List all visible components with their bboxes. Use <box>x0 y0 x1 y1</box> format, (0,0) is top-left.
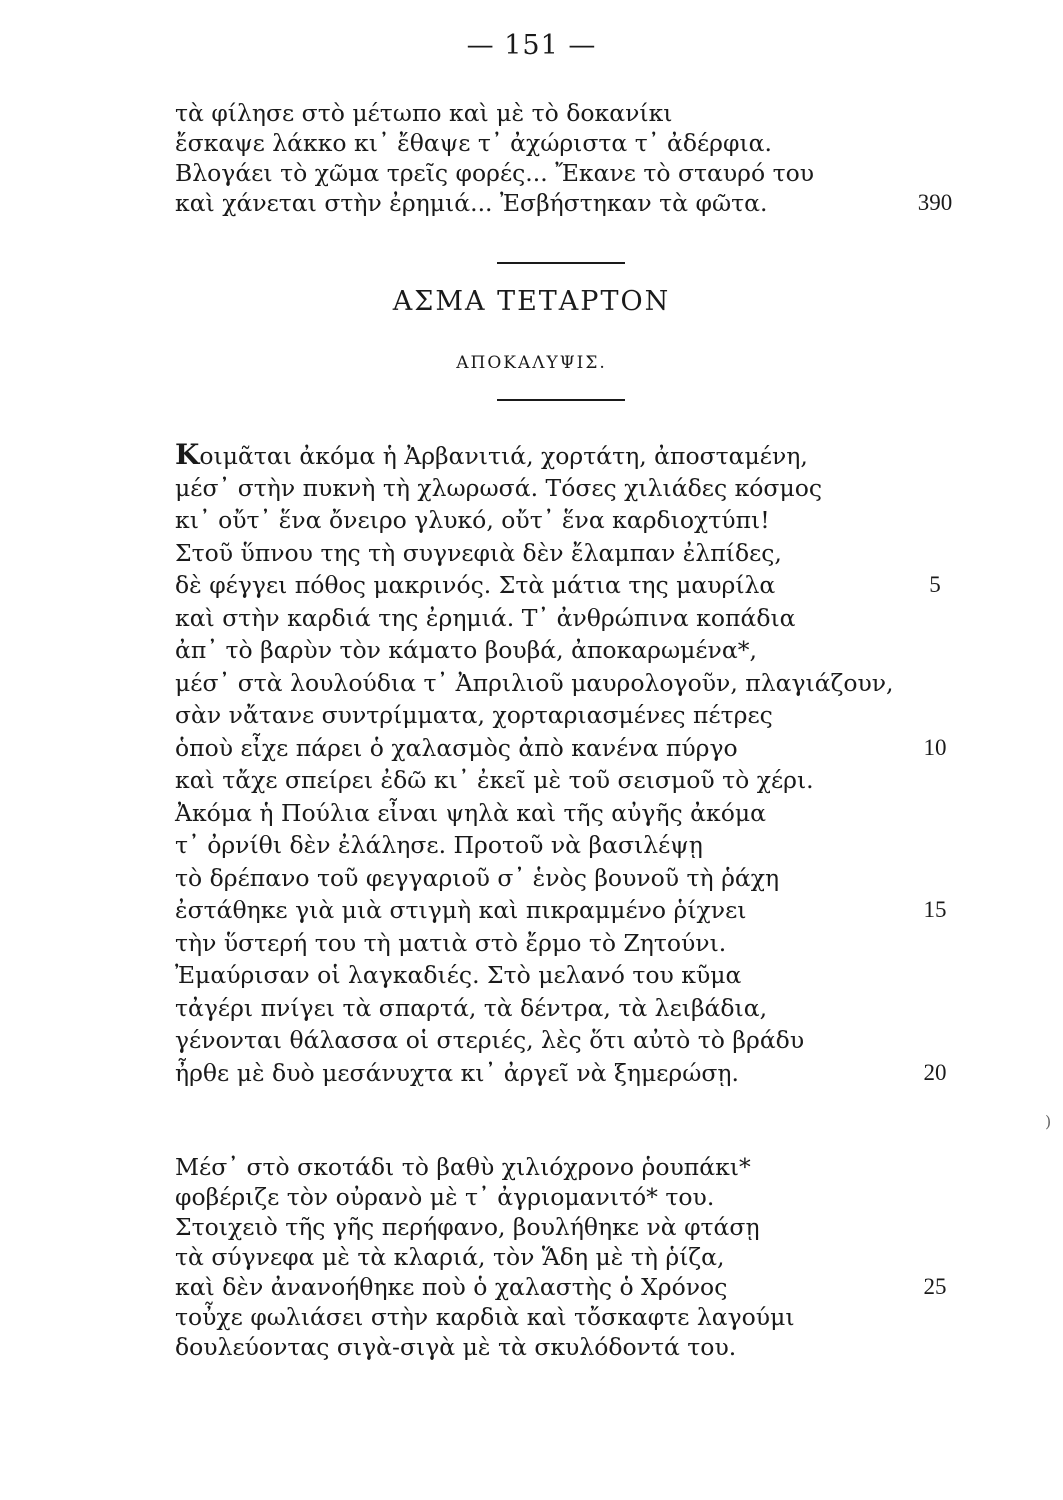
verse-line <box>175 960 895 990</box>
verse-line <box>175 895 895 925</box>
verse-text: ἐστάθηκε γιὰ μιὰ στιγμὴ καὶ πικραμμένο ῥίχνει <box>175 896 747 924</box>
verse-line <box>175 1302 895 1332</box>
verse-line <box>175 863 895 893</box>
song-title: ΑΣΜΑ ΤΕΤΑΡΤΟΝ <box>392 286 671 317</box>
verse-text: τἀγέρι πνίγει τὰ σπαρτά, τὰ δέντρα, τὰ λειβάδια, <box>175 993 768 1022</box>
verse-line <box>175 473 895 503</box>
verse-text: ὁποὺ εἶχε πάρει ὁ χαλασμὸς ἀπὸ κανένα πύργο <box>175 733 738 762</box>
verse-line <box>175 928 895 958</box>
verse-text: τ᾿ ὀρνίθι δὲν ἐλάλησε. Προτοῦ νὰ βασιλέψῃ <box>175 831 703 859</box>
verse-text: Ἐμαύρισαν οἱ λαγκαδιές. Στὸ μελανό του κῦμα <box>175 961 742 989</box>
line-number: 25 <box>923 1274 947 1299</box>
verse-line <box>175 700 895 730</box>
line-number: 5 <box>929 572 941 597</box>
verse-line <box>175 128 895 158</box>
verse-line <box>175 1242 895 1272</box>
line-number: 20 <box>923 1059 947 1085</box>
verse-line <box>175 1332 895 1362</box>
verse-text: ἦρθε μὲ δυὸ μεσάνυχτα κι᾿ ἀργεῖ νὰ ξημερώσῃ. <box>175 1058 739 1087</box>
page-number: — 151 — <box>466 30 597 61</box>
verse-line <box>175 635 895 665</box>
drop-cap: Κ <box>175 438 200 471</box>
verse-line <box>175 570 895 600</box>
verse-line <box>175 765 895 795</box>
verse-line <box>175 830 895 860</box>
verse-text: σὰν νἄτανε συντρίμματα, χορταριασμένες πέτρες <box>175 701 773 729</box>
verse-text: Στοῦ ὕπνου της τὴ συγνεφιὰ δὲν ἔλαμπαν ἐλπίδες, <box>175 538 782 567</box>
verse-text: καὶ δὲν ἀνανοήθηκε ποὺ ὁ χαλαστὴς ὁ Χρόνος <box>175 1273 728 1301</box>
verse-line <box>175 668 895 698</box>
verse-line <box>175 158 895 188</box>
verse-line <box>175 440 895 471</box>
verse-text: τὰ φίλησε στὸ μέτωπο καὶ μὲ τὸ δοκανίκι <box>175 99 673 127</box>
verse-line <box>175 98 895 128</box>
section-divider-bottom <box>497 399 625 401</box>
verse-text: δουλεύοντας σιγὰ-σιγὰ μὲ τὰ σκυλόδοντά του. <box>175 1333 737 1361</box>
verse-text: τοὖχε φωλιάσει στὴν καρδιὰ καὶ τὄσκαφτε λαγούμι <box>175 1303 795 1331</box>
verse-text: Βλογάει τὸ χῶμα τρεῖς φορές... Ἔκανε τὸ σταυρό του <box>175 159 815 187</box>
verse-text: κι᾿ οὔτ᾿ ἕνα ὄνειρο γλυκό, οὔτ᾿ ἕνα καρδιοχτύπι! <box>175 506 770 534</box>
verse-text: γένονται θάλασσα οἱ στεριές, λὲς ὅτι αὐτὸ τὸ βράδυ <box>175 1026 805 1054</box>
verse-text: Μέσ᾿ στὸ σκοτάδι τὸ βαθὺ χιλιόχρονο ῥουπάκι* <box>175 1153 751 1181</box>
line-number: 15 <box>923 897 947 922</box>
verse-text: φοβέριζε τὸν οὐρανὸ μὲ τ᾿ ἀγριομανιτό* του. <box>175 1183 715 1211</box>
verse-line <box>175 1272 895 1302</box>
verse-line <box>175 188 895 218</box>
line-number: 390 <box>917 190 953 215</box>
verse-line <box>175 1182 895 1212</box>
verse-line <box>175 1152 895 1182</box>
verse-line <box>175 733 895 763</box>
verse-text: ἔσκαψε λάκκο κι᾿ ἔθαψε τ᾿ ἀχώριστα τ᾿ ἀδέρφια. <box>175 129 773 157</box>
verse-text: Ἀκόμα ἡ Πούλια εἶναι ψηλὰ καὶ τῆς αὐγῆς ἀκόμα <box>175 798 767 827</box>
verse-line <box>175 603 895 633</box>
line-number: 10 <box>923 734 947 760</box>
verse-text: οιμᾶται ἀκόμα ἡ Ἀρβανιτιά, χορτάτη, ἀποσταμένη, <box>199 442 808 470</box>
verse-text: τὸ δρέπανο τοῦ φεγγαριοῦ σ᾿ ἑνὸς βουνοῦ τὴ ῥάχη <box>175 863 780 892</box>
verse-line <box>175 538 895 568</box>
verse-text: ἀπ᾿ τὸ βαρὺν τὸν κάματο βουβά, ἀποκαρωμένα*, <box>175 636 757 664</box>
verse-text: καὶ τἄχε σπείρει ἐδῶ κι᾿ ἐκεῖ μὲ τοῦ σεισμοῦ τὸ χέρι. <box>175 766 814 794</box>
song-subtitle: ΑΠΟΚΑΛΥΨΙΣ. <box>456 353 607 373</box>
verse-text: Στοιχειὸ τῆς γῆς περήφανο, βουλήθηκε νὰ φτάσῃ <box>175 1213 760 1241</box>
verse-text: καὶ χάνεται στὴν ἐρημιά... Ἐσβήστηκαν τὰ φῶτα. <box>175 189 768 217</box>
verse-text: τὴν ὕστερή του τὴ ματιὰ στὸ ἔρμο τὸ Ζητούνι. <box>175 928 727 957</box>
verse-line <box>175 505 895 535</box>
verse-line <box>175 798 895 828</box>
verse-text: δὲ φέγγει πόθος μακρινός. Στὰ μάτια της μαυρίλα <box>175 571 776 599</box>
verse-text: μέσ᾿ στὰ λουλούδια τ᾿ Ἀπριλιοῦ μαυρολογοῦν, πλαγιάζουν, <box>175 668 894 697</box>
verse-line <box>175 993 895 1023</box>
margin-mark: ) <box>1045 1112 1052 1131</box>
verse-text: μέσ᾿ στὴν πυκνὴ τὴ χλωρωσά. Τόσες χιλιάδες κόσμος <box>175 473 823 502</box>
verse-line <box>175 1058 895 1088</box>
verse-text: τὰ σύγνεφα μὲ τὰ κλαριά, τὸν Ἅδη μὲ τὴ ῥίζα, <box>175 1243 725 1271</box>
verse-text: καὶ στὴν καρδιά της ἐρημιά. Τ᾿ ἀνθρώπινα κοπάδια <box>175 603 796 632</box>
verse-line <box>175 1212 895 1242</box>
verse-line <box>175 1025 895 1055</box>
section-divider-top <box>497 262 625 264</box>
